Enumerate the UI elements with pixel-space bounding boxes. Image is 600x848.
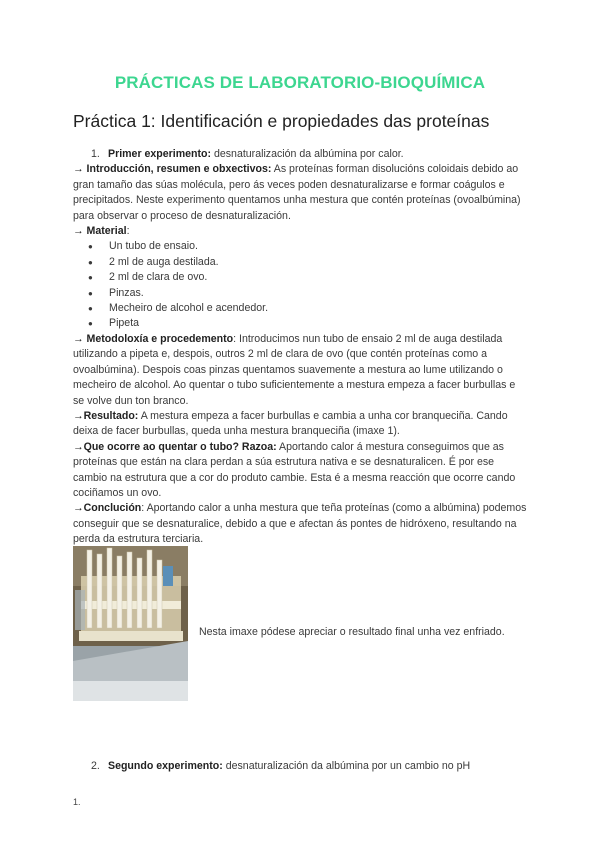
intro-label: → Introducción, resumen e obxectivos: <box>73 163 272 176</box>
intro-text: As proteínas forman disolucións coloidais debido ao gran tamaño das súas molécula, pero ás veces poden desnaturalizarse e formar coágulos e precipitados. Neste experimento quentamos unha mestura que contén proteínas (ovoalbúmina) para observar o proceso de desnaturalización. <box>73 163 521 222</box>
list-item: ● 2 ml de clara de ovo. <box>73 270 529 285</box>
experiment-1-number: 1. <box>91 148 100 160</box>
intro-paragraph <box>73 162 529 224</box>
result-text: A mestura empeza a facer burbullas e cambia a unha cor branqueciña. Cando deixa de facer burbullas, queda unha mestura branqueciña (imaxe 1). <box>73 409 508 438</box>
experiment-1-label: Primer experimento: <box>108 148 212 160</box>
list-item: ● 2 ml de auga destilada. <box>73 255 529 270</box>
experiment-2-text: desnaturalización da albúmina por un cambio no pH <box>222 760 471 772</box>
list-item: ● Un tubo de ensaio. <box>73 239 529 254</box>
document-body <box>73 147 529 548</box>
question-paragraph <box>73 440 529 502</box>
list-item: ● Mecheiro de alcohol e acendedor. <box>73 301 529 316</box>
material-colon: : <box>126 225 130 238</box>
experiment-2-label: Segundo experimento: <box>108 760 223 772</box>
material-list <box>73 239 529 331</box>
material-heading <box>73 224 529 239</box>
page-number: 1. <box>73 797 81 807</box>
question-text: Aportando calor á mestura conseguimos que as proteínas que están na clara perdan a súa estrutura nativa e se desnaturalicen. É por ese cambio na estrutura que a cor do produto cambie. Esta é a mesma reacción que ocorre cando cociñamos un ovo. <box>73 440 516 499</box>
conclusion-label: →Conclución <box>73 502 142 515</box>
experiment-2-heading <box>91 760 470 772</box>
document-title: PRÁCTICAS DE LABORATORIO-BIOQUÍMICA <box>114 73 486 92</box>
result-label: →Resultado: <box>73 409 139 422</box>
result-paragraph <box>73 409 529 440</box>
list-item: ● Pinzas. <box>73 286 529 301</box>
material-label: → Material <box>73 225 127 238</box>
method-text: : Introducimos nun tubo de ensaio 2 ml de auga destilada utilizando a pipeta e, despois, outros 2 ml de clara de ovo (que contén proteínas como a ovoalbúmina). Despois coas pinzas quentamos suavemente a mestura ao lume utilizando o mecheiro de alcohol. Ao quentar o tubo suficientemente a mestura empeza a facer burbullas e se volve dun ton branco. <box>73 332 516 407</box>
method-paragraph <box>73 332 529 409</box>
conclusion-paragraph <box>73 501 529 547</box>
figure-caption: Nesta imaxe pódese apreciar o resultado final unha vez enfriado. <box>199 626 505 638</box>
lab-photo <box>73 546 188 701</box>
section-title: Práctica 1: Identificación e propiedades das proteínas <box>73 111 490 131</box>
experiment-1-text: desnaturalización da albúmina por calor. <box>211 148 404 160</box>
experiment-2-number: 2. <box>91 760 100 772</box>
conclusion-text: : Aportando calor a unha mestura que teña proteínas (como a albúmina) podemos conseguir que se desnaturalice, debido a que e afectan ás pontes de hidróxeno, resultando na perda da estrutura terciaria. <box>73 502 527 546</box>
experiment-1-heading <box>73 147 529 162</box>
list-item: ● Pipeta <box>73 316 529 331</box>
method-label: → Metodoloxía e procedemento <box>73 332 234 345</box>
question-label: →Que ocorre ao quentar o tubo? Razoa: <box>73 440 277 453</box>
